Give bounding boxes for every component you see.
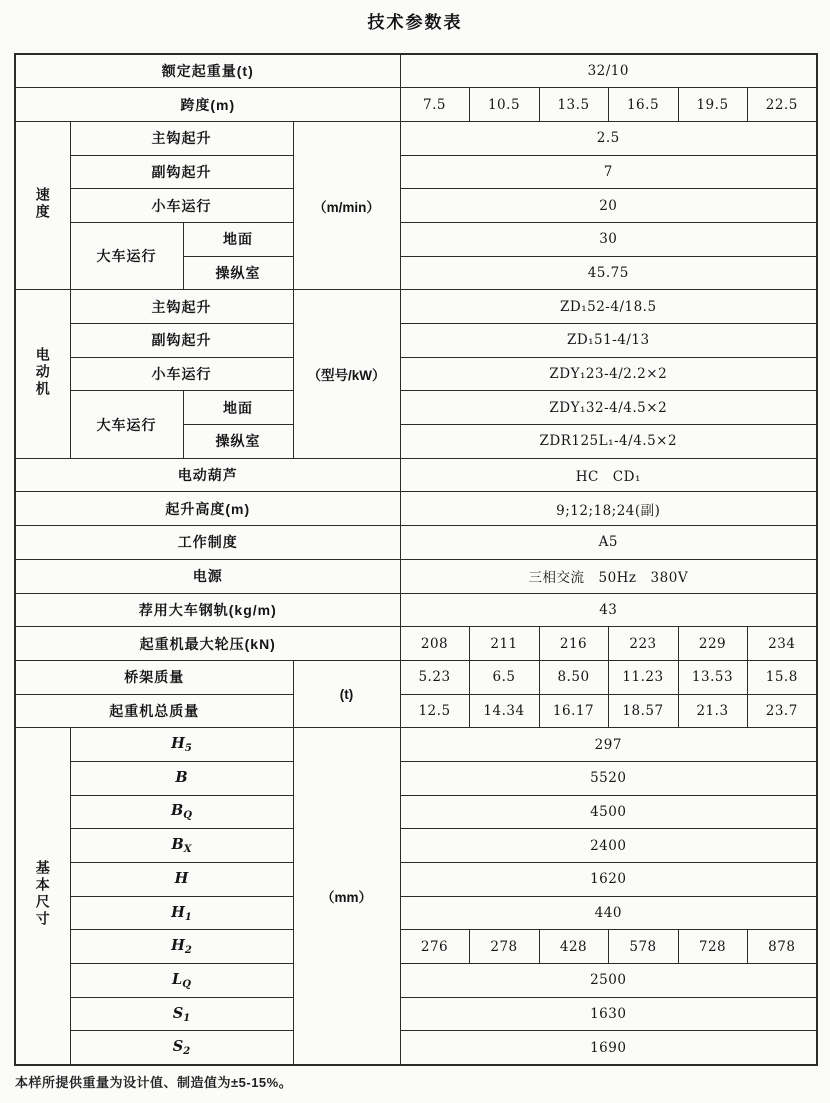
row-motor-trolley bbox=[15, 357, 817, 391]
bridge-mass-label: 桥架质量 bbox=[15, 660, 293, 694]
dim-value: 278 bbox=[469, 930, 539, 964]
speed-cab-value: 45.75 bbox=[400, 256, 817, 290]
rail-value: 43 bbox=[400, 593, 817, 627]
span-label: 跨度(m) bbox=[15, 88, 400, 122]
dim-value: 5520 bbox=[400, 761, 817, 795]
page-title: 技术参数表 bbox=[367, 13, 463, 32]
bridge-mass-value: 6.5 bbox=[469, 660, 539, 694]
motor-ground-label: 地面 bbox=[183, 391, 293, 425]
speed-trolley-label: 小车运行 bbox=[70, 189, 293, 223]
dimensions-group-label: 基本尺寸 bbox=[15, 728, 70, 1065]
row-dim-h2 bbox=[15, 930, 817, 964]
row-power bbox=[15, 559, 817, 593]
row-dim-lq bbox=[15, 964, 817, 998]
row-wheel-load bbox=[15, 627, 817, 661]
row-motor-aux-hoist bbox=[15, 324, 817, 358]
dim-value: 297 bbox=[400, 728, 817, 762]
row-bridge-mass bbox=[15, 660, 817, 694]
row-speed-ground bbox=[15, 222, 817, 256]
motor-group-label: 电动机 bbox=[15, 290, 70, 458]
wheel-load-value: 229 bbox=[678, 627, 747, 661]
parameters-table bbox=[14, 53, 818, 1066]
dim-value: 1690 bbox=[400, 1031, 817, 1065]
motor-aux-hoist-label: 副钩起升 bbox=[70, 324, 293, 358]
bridge-mass-value: 15.8 bbox=[747, 660, 817, 694]
total-mass-value: 14.34 bbox=[469, 694, 539, 728]
row-duty-class bbox=[15, 526, 817, 560]
speed-trolley-value: 20 bbox=[400, 189, 817, 223]
wheel-load-value: 216 bbox=[539, 627, 608, 661]
dim-value: 878 bbox=[747, 930, 817, 964]
row-dim-bq bbox=[15, 795, 817, 829]
wheel-load-value: 234 bbox=[747, 627, 817, 661]
dim-symbol: $H_5$ bbox=[70, 728, 293, 762]
speed-ground-value: 30 bbox=[400, 222, 817, 256]
row-total-mass bbox=[15, 694, 817, 728]
total-mass-value: 16.17 bbox=[539, 694, 608, 728]
dim-value: 578 bbox=[608, 930, 678, 964]
total-mass-value: 21.3 bbox=[678, 694, 747, 728]
dim-value: 1620 bbox=[400, 863, 817, 897]
dim-symbol: $H_1$ bbox=[70, 896, 293, 930]
row-dim-s1 bbox=[15, 997, 817, 1031]
hoist-value: HC CD₁ bbox=[400, 458, 817, 492]
rated-capacity-value: 32/10 bbox=[400, 54, 817, 88]
row-motor-ground bbox=[15, 391, 817, 425]
speed-aux-hoist-value: 7 bbox=[400, 155, 817, 189]
row-dim-h1 bbox=[15, 896, 817, 930]
motor-trolley-value: ZDY₁23-4/2.2×2 bbox=[400, 357, 817, 391]
rated-capacity-label: 额定起重量(t) bbox=[15, 54, 400, 88]
footnote: 本样所提供重量为设计值、制造值为±5-15%。 bbox=[15, 1075, 293, 1090]
row-span bbox=[15, 88, 817, 122]
bridge-mass-value: 11.23 bbox=[608, 660, 678, 694]
power-value: 三相交流 50Hz 380V bbox=[400, 559, 817, 593]
dim-symbol: B bbox=[70, 761, 293, 795]
speed-crane-travel-label: 大车运行 bbox=[70, 222, 183, 289]
dim-value: 2400 bbox=[400, 829, 817, 863]
dim-value: 2500 bbox=[400, 964, 817, 998]
duty-class-label: 工作制度 bbox=[15, 526, 400, 560]
row-dim-s2 bbox=[15, 1031, 817, 1065]
row-lifting-height bbox=[15, 492, 817, 526]
dim-value: 428 bbox=[539, 930, 608, 964]
dim-value: 728 bbox=[678, 930, 747, 964]
dim-value: 276 bbox=[400, 930, 469, 964]
span-value: 10.5 bbox=[469, 88, 539, 122]
span-value: 13.5 bbox=[539, 88, 608, 122]
motor-trolley-label: 小车运行 bbox=[70, 357, 293, 391]
row-dim-bx bbox=[15, 829, 817, 863]
lifting-height-label: 起升高度(m) bbox=[15, 492, 400, 526]
motor-main-hoist-label: 主钩起升 bbox=[70, 290, 293, 324]
motor-crane-travel-label: 大车运行 bbox=[70, 391, 183, 458]
dim-symbol: H bbox=[70, 863, 293, 897]
dim-symbol: $S_2$ bbox=[70, 1031, 293, 1065]
span-value: 7.5 bbox=[400, 88, 469, 122]
speed-main-hoist-label: 主钩起升 bbox=[70, 121, 293, 155]
row-dim-b bbox=[15, 761, 817, 795]
wheel-load-value: 211 bbox=[469, 627, 539, 661]
speed-group-label: 速度 bbox=[15, 121, 70, 289]
total-mass-value: 23.7 bbox=[747, 694, 817, 728]
dim-value: 1630 bbox=[400, 997, 817, 1031]
motor-aux-hoist-value: ZD₁51-4/13 bbox=[400, 324, 817, 358]
row-dim-h5 bbox=[15, 728, 817, 762]
dim-symbol: $H_2$ bbox=[70, 930, 293, 964]
row-rail bbox=[15, 593, 817, 627]
row-speed-aux-hoist bbox=[15, 155, 817, 189]
motor-cab-label: 操纵室 bbox=[183, 425, 293, 459]
motor-ground-value: ZDY₁32-4/4.5×2 bbox=[400, 391, 817, 425]
bridge-mass-value: 8.50 bbox=[539, 660, 608, 694]
dim-value: 4500 bbox=[400, 795, 817, 829]
motor-main-hoist-value: ZD₁52-4/18.5 bbox=[400, 290, 817, 324]
dim-symbol: $B_Q$ bbox=[70, 795, 293, 829]
speed-unit: （m/min） bbox=[293, 121, 400, 289]
total-mass-label: 起重机总质量 bbox=[15, 694, 293, 728]
hoist-label: 电动葫芦 bbox=[15, 458, 400, 492]
row-motor-main-hoist bbox=[15, 290, 817, 324]
dim-value: 440 bbox=[400, 896, 817, 930]
dim-symbol: $B_X$ bbox=[70, 829, 293, 863]
dim-symbol: $S_1$ bbox=[70, 997, 293, 1031]
wheel-load-value: 208 bbox=[400, 627, 469, 661]
span-value: 16.5 bbox=[608, 88, 678, 122]
total-mass-value: 18.57 bbox=[608, 694, 678, 728]
speed-aux-hoist-label: 副钩起升 bbox=[70, 155, 293, 189]
speed-cab-label: 操纵室 bbox=[183, 256, 293, 290]
row-speed-trolley bbox=[15, 189, 817, 223]
dimensions-unit: （mm） bbox=[293, 728, 400, 1065]
bridge-mass-value: 13.53 bbox=[678, 660, 747, 694]
span-value: 22.5 bbox=[747, 88, 817, 122]
lifting-height-value: 9;12;18;24(副) bbox=[400, 492, 817, 526]
motor-unit: （型号/kW） bbox=[293, 290, 400, 458]
rail-label: 荐用大车钢轨(kg/m) bbox=[15, 593, 400, 627]
row-rated-capacity bbox=[15, 54, 817, 88]
wheel-load-value: 223 bbox=[608, 627, 678, 661]
row-dim-h bbox=[15, 863, 817, 897]
mass-unit: (t) bbox=[293, 660, 400, 727]
speed-ground-label: 地面 bbox=[183, 222, 293, 256]
motor-cab-value: ZDR125L₁-4/4.5×2 bbox=[400, 425, 817, 459]
row-hoist bbox=[15, 458, 817, 492]
dim-symbol: $L_Q$ bbox=[70, 964, 293, 998]
wheel-load-label: 起重机最大轮压(kN) bbox=[15, 627, 400, 661]
bridge-mass-value: 5.23 bbox=[400, 660, 469, 694]
row-speed-main-hoist bbox=[15, 121, 817, 155]
speed-main-hoist-value: 2.5 bbox=[400, 121, 817, 155]
span-value: 19.5 bbox=[678, 88, 747, 122]
duty-class-value: A5 bbox=[400, 526, 817, 560]
power-label: 电源 bbox=[15, 559, 400, 593]
total-mass-value: 12.5 bbox=[400, 694, 469, 728]
